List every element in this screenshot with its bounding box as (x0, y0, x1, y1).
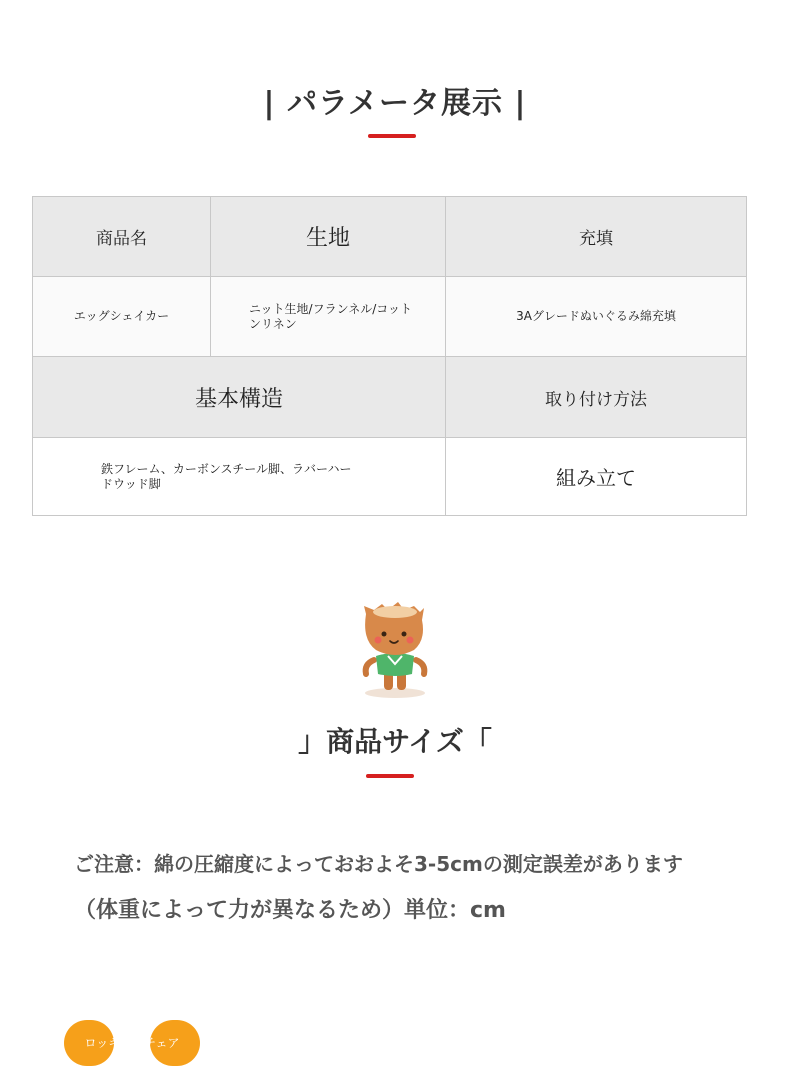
rocking-chair-tag (64, 1020, 200, 1066)
title-underline (368, 134, 416, 138)
value-filling: 3Aグレードぬいぐるみ綿充填 (446, 277, 747, 357)
value-mounting-method: 組み立て (446, 438, 747, 516)
title-underline (366, 774, 414, 778)
table-row (33, 438, 747, 516)
header-filling: 充填 (446, 197, 747, 277)
mascot-illustration (352, 600, 438, 700)
rocking-chair-label: ロッキングチェア (84, 1036, 180, 1050)
parameter-section-title: | パラメータ展示 | (263, 86, 527, 121)
value-product-name: エッグシェイカー (33, 277, 211, 357)
value-basic-structure: 鉄フレーム、カーボンスチール脚、ラバーハードウッド脚 (33, 438, 446, 516)
header-mounting-method: 取り付け方法 (446, 357, 747, 438)
unit-notice: （体重によって力が異なるため）単位：cm (74, 898, 506, 923)
product-size-title: 」商品サイズ「 (298, 725, 492, 758)
header-basic-structure: 基本構造 (33, 357, 446, 438)
header-product-name: 商品名 (33, 197, 211, 277)
measurement-notice: ご注意：綿の圧縮度によっておおよそ3-5cmの測定誤差があります (74, 852, 683, 876)
header-fabric: 生地 (211, 197, 446, 277)
table-row (33, 197, 747, 277)
value-fabric: ニット生地/フランネル/コットンリネン (211, 277, 446, 357)
table-row (33, 277, 747, 357)
table-row (33, 357, 747, 438)
parameter-table (32, 196, 747, 516)
